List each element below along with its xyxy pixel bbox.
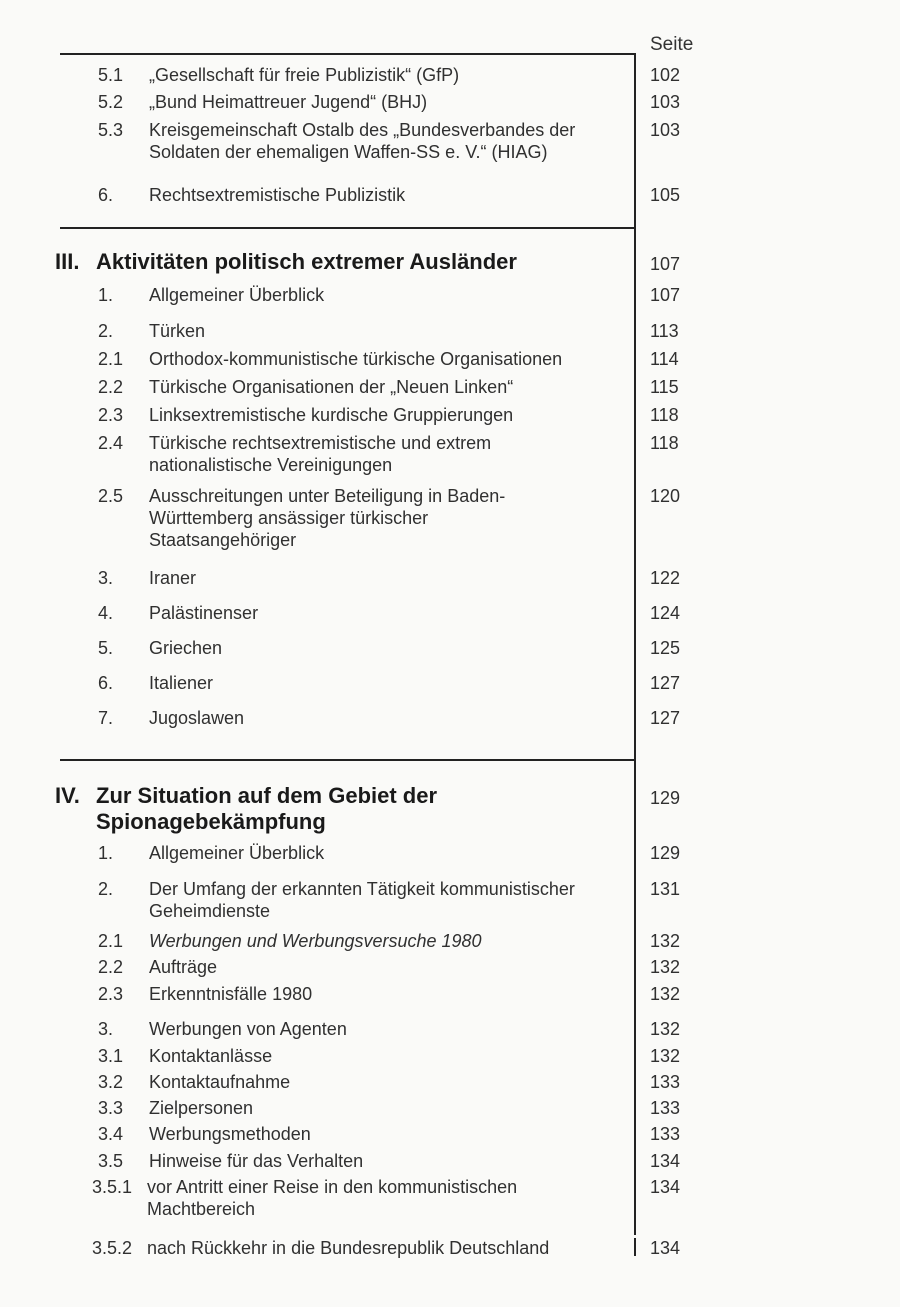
entry-number: 6. bbox=[98, 673, 114, 693]
entry-page: 113 bbox=[650, 321, 679, 341]
entry-page: 118 bbox=[650, 433, 679, 453]
entry-page: 134 bbox=[650, 1151, 681, 1171]
entry-number: 3.1 bbox=[98, 1046, 124, 1066]
entry-page: 125 bbox=[650, 638, 681, 658]
entry-title: vor Antritt einer Reise in den kommunistischen Machtbereich bbox=[147, 1177, 518, 1219]
entry-number: 5.3 bbox=[98, 120, 124, 140]
entry-page: 133 bbox=[650, 1072, 681, 1092]
chapter-page: 129 bbox=[650, 788, 681, 808]
entry-number: 3. bbox=[98, 1019, 114, 1039]
entry-number: 2.4 bbox=[98, 433, 124, 453]
entry-number: 2. bbox=[98, 321, 114, 341]
rule-section-iv bbox=[60, 759, 636, 761]
entry-number: 2. bbox=[98, 879, 114, 899]
entry-title: Zielpersonen bbox=[149, 1098, 254, 1118]
entry-page: 124 bbox=[650, 603, 681, 623]
entry-page: 122 bbox=[650, 568, 681, 588]
entry-page: 120 bbox=[650, 486, 681, 506]
entry-page: 133 bbox=[650, 1098, 681, 1118]
entry-number: 4. bbox=[98, 603, 114, 623]
entry-title: Kontaktanlässe bbox=[149, 1046, 273, 1066]
entry-title: Werbungen von Agenten bbox=[149, 1019, 347, 1039]
entry-title: Ausschreitungen unter Beteiligung in Baden-Württemberg ansässiger türkischer Staatsangehöriger bbox=[149, 486, 506, 550]
entry-page: 134 bbox=[650, 1177, 681, 1197]
entry-title: Rechtsextremistische Publizistik bbox=[149, 185, 406, 205]
entry-page: 103 bbox=[650, 92, 681, 112]
entry-title: Erkenntnisfälle 1980 bbox=[149, 984, 313, 1004]
entry-title: Orthodox-kommunistische türkische Organisationen bbox=[149, 349, 563, 369]
chapter-number: IV. bbox=[55, 783, 80, 808]
entry-page: 132 bbox=[650, 1046, 681, 1066]
entry-page: 132 bbox=[650, 931, 681, 951]
entry-title: Kreisgemeinschaft Ostalb des „Bundesverbandes der Soldaten der ehemaligen Waffen-SS e. V.“ (HIAG) bbox=[149, 120, 576, 162]
entry-title: Kontaktaufnahme bbox=[149, 1072, 291, 1092]
entry-title: Türken bbox=[149, 321, 206, 341]
chapter-title: Aktivitäten politisch extremer Ausländer bbox=[96, 249, 517, 274]
entry-title: Iraner bbox=[149, 568, 197, 588]
entry-page: 127 bbox=[650, 708, 681, 728]
entry-number: 3.5.1 bbox=[92, 1177, 133, 1197]
entry-number: 3.2 bbox=[98, 1072, 124, 1092]
entry-title: Palästinenser bbox=[149, 603, 259, 623]
chapter-title: Zur Situation auf dem Gebiet der Spionagebekämpfung bbox=[96, 783, 438, 834]
rule-vertical-4 bbox=[634, 1238, 636, 1256]
entry-number: 5. bbox=[98, 638, 114, 658]
entry-number: 5.2 bbox=[98, 92, 124, 112]
entry-number: 2.2 bbox=[98, 377, 124, 397]
entry-title: „Bund Heimattreuer Jugend“ (BHJ) bbox=[149, 92, 428, 112]
entry-page: 132 bbox=[650, 984, 681, 1004]
entry-title: nach Rückkehr in die Bundesrepublik Deutschland bbox=[147, 1238, 550, 1258]
chapter-number: III. bbox=[55, 249, 80, 274]
entry-page: 132 bbox=[650, 957, 681, 977]
entry-number: 2.5 bbox=[98, 486, 124, 506]
rule-vertical-3 bbox=[634, 759, 636, 1235]
entry-page: 103 bbox=[650, 120, 681, 140]
entry-page: 134 bbox=[650, 1238, 681, 1258]
rule-vertical-2 bbox=[634, 227, 636, 761]
entry-title: Werbungsmethoden bbox=[149, 1124, 311, 1144]
entry-number: 3.5.2 bbox=[92, 1238, 133, 1258]
entry-page: 133 bbox=[650, 1124, 681, 1144]
entry-number: 7. bbox=[98, 708, 114, 728]
entry-page: 127 bbox=[650, 673, 681, 693]
entry-number: 3.3 bbox=[98, 1098, 124, 1118]
entry-number: 6. bbox=[98, 185, 114, 205]
rule-section-iii bbox=[60, 227, 636, 229]
page-column-label: Seite bbox=[650, 34, 694, 55]
entry-number: 2.1 bbox=[98, 349, 124, 369]
entry-title: Linksextremistische kurdische Gruppierungen bbox=[149, 405, 514, 425]
entry-title: „Gesellschaft für freie Publizistik“ (GfP) bbox=[149, 65, 460, 85]
entry-title: Türkische rechtsextremistische und extrem nationalistische Vereinigungen bbox=[149, 433, 492, 475]
entry-number: 2.3 bbox=[98, 405, 124, 425]
entry-title: Allgemeiner Überblick bbox=[149, 843, 325, 863]
entry-number: 1. bbox=[98, 285, 114, 305]
entry-title: Allgemeiner Überblick bbox=[149, 285, 325, 305]
rule-vertical-1 bbox=[634, 53, 636, 229]
entry-page: 131 bbox=[650, 879, 681, 899]
entry-page: 132 bbox=[650, 1019, 681, 1039]
entry-number: 2.3 bbox=[98, 984, 124, 1004]
entry-page: 114 bbox=[650, 349, 679, 369]
entry-page: 129 bbox=[650, 843, 681, 863]
entry-number: 2.2 bbox=[98, 957, 124, 977]
rule-top bbox=[60, 53, 636, 55]
entry-number: 2.1 bbox=[98, 931, 124, 951]
entry-page: 115 bbox=[650, 377, 679, 397]
entry-title: Hinweise für das Verhalten bbox=[149, 1151, 364, 1171]
entry-title: Der Umfang der erkannten Tätigkeit kommunistischer Geheimdienste bbox=[149, 879, 575, 921]
entry-page: 102 bbox=[650, 65, 681, 85]
entry-title: Aufträge bbox=[149, 957, 218, 977]
entry-page: 107 bbox=[650, 285, 681, 305]
entry-page: 105 bbox=[650, 185, 681, 205]
entry-number: 5.1 bbox=[98, 65, 124, 85]
entry-number: 1. bbox=[98, 843, 114, 863]
entry-title: Werbungen und Werbungsversuche 1980 bbox=[149, 931, 482, 951]
chapter-page: 107 bbox=[650, 254, 681, 274]
entry-title: Italiener bbox=[149, 673, 214, 693]
entry-number: 3.5 bbox=[98, 1151, 124, 1171]
entry-number: 3. bbox=[98, 568, 114, 588]
entry-page: 118 bbox=[650, 405, 679, 425]
entry-title: Griechen bbox=[149, 638, 223, 658]
entry-title: Jugoslawen bbox=[149, 708, 245, 728]
entry-number: 3.4 bbox=[98, 1124, 124, 1144]
entry-title: Türkische Organisationen der „Neuen Linken“ bbox=[149, 377, 514, 397]
